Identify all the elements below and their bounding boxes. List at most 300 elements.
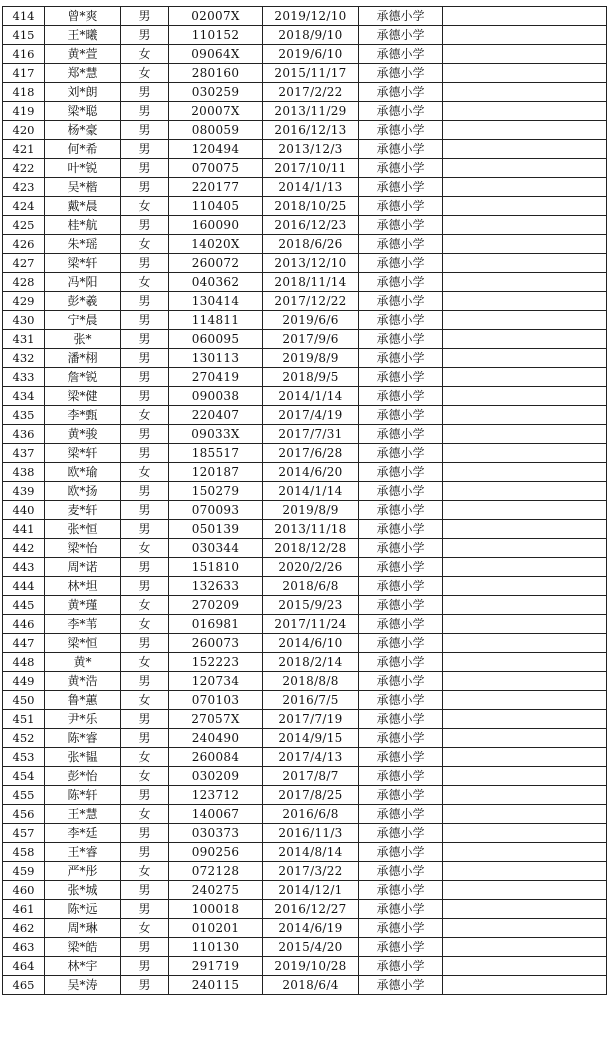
school-name-cell: 承德小学 xyxy=(359,102,443,121)
school-name-cell: 承德小学 xyxy=(359,767,443,786)
table-row xyxy=(3,539,607,558)
registration-date-cell: 2014/8/14 xyxy=(263,843,359,862)
empty-cell xyxy=(443,653,607,672)
id-suffix-cell: 114811 xyxy=(169,311,263,330)
student-name-cell: 周*诺 xyxy=(45,558,121,577)
student-name-cell: 王*睿 xyxy=(45,843,121,862)
school-name-cell: 承德小学 xyxy=(359,501,443,520)
student-name-cell: 陈*睿 xyxy=(45,729,121,748)
gender-cell: 男 xyxy=(121,292,169,311)
gender-cell: 女 xyxy=(121,273,169,292)
id-suffix-cell: 280160 xyxy=(169,64,263,83)
registration-date-cell: 2014/6/10 xyxy=(263,634,359,653)
empty-cell xyxy=(443,634,607,653)
school-name-cell: 承德小学 xyxy=(359,26,443,45)
school-name-cell: 承德小学 xyxy=(359,140,443,159)
gender-cell: 男 xyxy=(121,83,169,102)
gender-cell: 男 xyxy=(121,577,169,596)
table-row xyxy=(3,387,607,406)
student-name-cell: 吴*涛 xyxy=(45,976,121,995)
gender-cell: 男 xyxy=(121,786,169,805)
school-name-cell: 承德小学 xyxy=(359,634,443,653)
empty-cell xyxy=(443,520,607,539)
id-suffix-cell: 030259 xyxy=(169,83,263,102)
gender-cell: 男 xyxy=(121,26,169,45)
student-name-cell: 林*宇 xyxy=(45,957,121,976)
school-name-cell: 承德小学 xyxy=(359,881,443,900)
id-suffix-cell: 270209 xyxy=(169,596,263,615)
student-name-cell: 周*琳 xyxy=(45,919,121,938)
empty-cell xyxy=(443,501,607,520)
empty-cell xyxy=(443,938,607,957)
empty-cell xyxy=(443,596,607,615)
gender-cell: 女 xyxy=(121,691,169,710)
id-suffix-cell: 010201 xyxy=(169,919,263,938)
id-suffix-cell: 220407 xyxy=(169,406,263,425)
student-name-cell: 朱*瑶 xyxy=(45,235,121,254)
student-name-cell: 欧*瑜 xyxy=(45,463,121,482)
id-suffix-cell: 260073 xyxy=(169,634,263,653)
student-name-cell: 陈*远 xyxy=(45,900,121,919)
id-suffix-cell: 240490 xyxy=(169,729,263,748)
student-name-cell: 鲁*蕙 xyxy=(45,691,121,710)
table-row xyxy=(3,729,607,748)
registration-date-cell: 2020/2/26 xyxy=(263,558,359,577)
gender-cell: 女 xyxy=(121,596,169,615)
table-row xyxy=(3,786,607,805)
row-number-cell: 450 xyxy=(3,691,45,710)
school-name-cell: 承德小学 xyxy=(359,406,443,425)
row-number-cell: 436 xyxy=(3,425,45,444)
table-row xyxy=(3,672,607,691)
gender-cell: 女 xyxy=(121,862,169,881)
student-name-cell: 叶*锐 xyxy=(45,159,121,178)
gender-cell: 男 xyxy=(121,330,169,349)
id-suffix-cell: 016981 xyxy=(169,615,263,634)
registration-date-cell: 2017/9/6 xyxy=(263,330,359,349)
row-number-cell: 447 xyxy=(3,634,45,653)
school-name-cell: 承德小学 xyxy=(359,577,443,596)
row-number-cell: 439 xyxy=(3,482,45,501)
registration-date-cell: 2017/6/28 xyxy=(263,444,359,463)
registration-date-cell: 2014/6/19 xyxy=(263,919,359,938)
id-suffix-cell: 152223 xyxy=(169,653,263,672)
id-suffix-cell: 090038 xyxy=(169,387,263,406)
registration-date-cell: 2014/6/20 xyxy=(263,463,359,482)
school-name-cell: 承德小学 xyxy=(359,558,443,577)
empty-cell xyxy=(443,83,607,102)
student-name-cell: 何*希 xyxy=(45,140,121,159)
table-row xyxy=(3,7,607,26)
gender-cell: 女 xyxy=(121,767,169,786)
student-name-cell: 黄*骏 xyxy=(45,425,121,444)
school-name-cell: 承德小学 xyxy=(359,862,443,881)
id-suffix-cell: 220177 xyxy=(169,178,263,197)
row-number-cell: 433 xyxy=(3,368,45,387)
table-row xyxy=(3,64,607,83)
student-name-cell: 张* xyxy=(45,330,121,349)
school-name-cell: 承德小学 xyxy=(359,235,443,254)
table-row xyxy=(3,482,607,501)
id-suffix-cell: 030373 xyxy=(169,824,263,843)
empty-cell xyxy=(443,45,607,64)
id-suffix-cell: 120734 xyxy=(169,672,263,691)
row-number-cell: 432 xyxy=(3,349,45,368)
school-name-cell: 承德小学 xyxy=(359,748,443,767)
gender-cell: 男 xyxy=(121,7,169,26)
registration-date-cell: 2017/8/7 xyxy=(263,767,359,786)
row-number-cell: 465 xyxy=(3,976,45,995)
id-suffix-cell: 040362 xyxy=(169,273,263,292)
student-name-cell: 张*韫 xyxy=(45,748,121,767)
row-number-cell: 437 xyxy=(3,444,45,463)
gender-cell: 男 xyxy=(121,425,169,444)
school-name-cell: 承德小学 xyxy=(359,729,443,748)
school-name-cell: 承德小学 xyxy=(359,349,443,368)
gender-cell: 女 xyxy=(121,235,169,254)
table-row xyxy=(3,349,607,368)
row-number-cell: 418 xyxy=(3,83,45,102)
gender-cell: 男 xyxy=(121,216,169,235)
student-name-cell: 林*坦 xyxy=(45,577,121,596)
student-name-cell: 彭*羲 xyxy=(45,292,121,311)
row-number-cell: 464 xyxy=(3,957,45,976)
registration-date-cell: 2015/11/17 xyxy=(263,64,359,83)
gender-cell: 男 xyxy=(121,672,169,691)
registration-date-cell: 2014/9/15 xyxy=(263,729,359,748)
empty-cell xyxy=(443,900,607,919)
table-row xyxy=(3,159,607,178)
registration-date-cell: 2019/8/9 xyxy=(263,501,359,520)
table-row xyxy=(3,444,607,463)
registration-date-cell: 2017/2/22 xyxy=(263,83,359,102)
school-name-cell: 承德小学 xyxy=(359,463,443,482)
row-number-cell: 463 xyxy=(3,938,45,957)
gender-cell: 女 xyxy=(121,919,169,938)
school-name-cell: 承德小学 xyxy=(359,83,443,102)
table-row xyxy=(3,957,607,976)
empty-cell xyxy=(443,786,607,805)
registration-date-cell: 2016/11/3 xyxy=(263,824,359,843)
gender-cell: 男 xyxy=(121,254,169,273)
school-name-cell: 承德小学 xyxy=(359,178,443,197)
row-number-cell: 459 xyxy=(3,862,45,881)
student-name-cell: 王*慧 xyxy=(45,805,121,824)
school-name-cell: 承德小学 xyxy=(359,539,443,558)
student-name-cell: 王*曦 xyxy=(45,26,121,45)
gender-cell: 男 xyxy=(121,501,169,520)
school-name-cell: 承德小学 xyxy=(359,7,443,26)
gender-cell: 男 xyxy=(121,634,169,653)
registration-date-cell: 2015/9/23 xyxy=(263,596,359,615)
empty-cell xyxy=(443,425,607,444)
empty-cell xyxy=(443,216,607,235)
empty-cell xyxy=(443,140,607,159)
school-name-cell: 承德小学 xyxy=(359,672,443,691)
registration-date-cell: 2018/12/28 xyxy=(263,539,359,558)
gender-cell: 女 xyxy=(121,653,169,672)
table-row xyxy=(3,634,607,653)
student-name-cell: 李*苇 xyxy=(45,615,121,634)
id-suffix-cell: 123712 xyxy=(169,786,263,805)
student-name-cell: 尹*乐 xyxy=(45,710,121,729)
empty-cell xyxy=(443,102,607,121)
id-suffix-cell: 060095 xyxy=(169,330,263,349)
id-suffix-cell: 050139 xyxy=(169,520,263,539)
empty-cell xyxy=(443,7,607,26)
registration-date-cell: 2016/7/5 xyxy=(263,691,359,710)
row-number-cell: 452 xyxy=(3,729,45,748)
id-suffix-cell: 09064X xyxy=(169,45,263,64)
gender-cell: 男 xyxy=(121,444,169,463)
row-number-cell: 449 xyxy=(3,672,45,691)
empty-cell xyxy=(443,292,607,311)
student-name-cell: 宁*晨 xyxy=(45,311,121,330)
school-name-cell: 承德小学 xyxy=(359,691,443,710)
table-row xyxy=(3,805,607,824)
gender-cell: 男 xyxy=(121,824,169,843)
registration-date-cell: 2018/6/8 xyxy=(263,577,359,596)
empty-cell xyxy=(443,824,607,843)
table-row xyxy=(3,83,607,102)
row-number-cell: 414 xyxy=(3,7,45,26)
empty-cell xyxy=(443,615,607,634)
registration-date-cell: 2019/6/10 xyxy=(263,45,359,64)
student-name-cell: 李*甄 xyxy=(45,406,121,425)
table-row xyxy=(3,292,607,311)
school-name-cell: 承德小学 xyxy=(359,843,443,862)
gender-cell: 女 xyxy=(121,748,169,767)
table-row xyxy=(3,45,607,64)
table-row xyxy=(3,691,607,710)
row-number-cell: 461 xyxy=(3,900,45,919)
id-suffix-cell: 20007X xyxy=(169,102,263,121)
registration-date-cell: 2018/6/26 xyxy=(263,235,359,254)
row-number-cell: 457 xyxy=(3,824,45,843)
row-number-cell: 415 xyxy=(3,26,45,45)
row-number-cell: 441 xyxy=(3,520,45,539)
gender-cell: 男 xyxy=(121,976,169,995)
student-name-cell: 吴*楷 xyxy=(45,178,121,197)
empty-cell xyxy=(443,767,607,786)
student-name-cell: 黄*萱 xyxy=(45,45,121,64)
table-row xyxy=(3,919,607,938)
empty-cell xyxy=(443,805,607,824)
table-row xyxy=(3,748,607,767)
registration-date-cell: 2017/11/24 xyxy=(263,615,359,634)
row-number-cell: 419 xyxy=(3,102,45,121)
school-name-cell: 承德小学 xyxy=(359,805,443,824)
table-row xyxy=(3,577,607,596)
empty-cell xyxy=(443,26,607,45)
student-name-cell: 欧*扬 xyxy=(45,482,121,501)
id-suffix-cell: 02007X xyxy=(169,7,263,26)
registration-date-cell: 2017/7/31 xyxy=(263,425,359,444)
id-suffix-cell: 110130 xyxy=(169,938,263,957)
table-row xyxy=(3,615,607,634)
row-number-cell: 455 xyxy=(3,786,45,805)
school-name-cell: 承德小学 xyxy=(359,786,443,805)
id-suffix-cell: 150279 xyxy=(169,482,263,501)
gender-cell: 男 xyxy=(121,121,169,140)
student-name-cell: 梁*恒 xyxy=(45,634,121,653)
registration-date-cell: 2015/4/20 xyxy=(263,938,359,957)
registration-date-cell: 2018/2/14 xyxy=(263,653,359,672)
gender-cell: 男 xyxy=(121,520,169,539)
id-suffix-cell: 260072 xyxy=(169,254,263,273)
id-suffix-cell: 130414 xyxy=(169,292,263,311)
gender-cell: 男 xyxy=(121,349,169,368)
school-name-cell: 承德小学 xyxy=(359,596,443,615)
id-suffix-cell: 030344 xyxy=(169,539,263,558)
student-name-cell: 刘*朗 xyxy=(45,83,121,102)
row-number-cell: 426 xyxy=(3,235,45,254)
row-number-cell: 422 xyxy=(3,159,45,178)
registration-date-cell: 2018/8/8 xyxy=(263,672,359,691)
row-number-cell: 444 xyxy=(3,577,45,596)
school-name-cell: 承德小学 xyxy=(359,368,443,387)
row-number-cell: 416 xyxy=(3,45,45,64)
table-row xyxy=(3,368,607,387)
id-suffix-cell: 120494 xyxy=(169,140,263,159)
student-name-cell: 梁*皓 xyxy=(45,938,121,957)
gender-cell: 男 xyxy=(121,387,169,406)
id-suffix-cell: 070075 xyxy=(169,159,263,178)
row-number-cell: 448 xyxy=(3,653,45,672)
gender-cell: 女 xyxy=(121,197,169,216)
gender-cell: 男 xyxy=(121,311,169,330)
student-name-cell: 潘*栩 xyxy=(45,349,121,368)
registration-date-cell: 2017/4/13 xyxy=(263,748,359,767)
gender-cell: 男 xyxy=(121,900,169,919)
school-name-cell: 承德小学 xyxy=(359,121,443,140)
student-name-cell: 陈*轩 xyxy=(45,786,121,805)
gender-cell: 女 xyxy=(121,64,169,83)
id-suffix-cell: 240115 xyxy=(169,976,263,995)
school-name-cell: 承德小学 xyxy=(359,482,443,501)
registration-date-cell: 2018/9/5 xyxy=(263,368,359,387)
registration-date-cell: 2014/12/1 xyxy=(263,881,359,900)
row-number-cell: 423 xyxy=(3,178,45,197)
row-number-cell: 454 xyxy=(3,767,45,786)
table-row xyxy=(3,254,607,273)
row-number-cell: 429 xyxy=(3,292,45,311)
gender-cell: 男 xyxy=(121,957,169,976)
row-number-cell: 442 xyxy=(3,539,45,558)
registration-date-cell: 2013/12/10 xyxy=(263,254,359,273)
id-suffix-cell: 080059 xyxy=(169,121,263,140)
row-number-cell: 434 xyxy=(3,387,45,406)
empty-cell xyxy=(443,862,607,881)
gender-cell: 女 xyxy=(121,406,169,425)
gender-cell: 男 xyxy=(121,558,169,577)
student-name-cell: 李*廷 xyxy=(45,824,121,843)
gender-cell: 男 xyxy=(121,843,169,862)
id-suffix-cell: 090256 xyxy=(169,843,263,862)
table-row xyxy=(3,501,607,520)
gender-cell: 女 xyxy=(121,45,169,64)
school-name-cell: 承德小学 xyxy=(359,615,443,634)
empty-cell xyxy=(443,463,607,482)
registration-date-cell: 2018/10/25 xyxy=(263,197,359,216)
registration-date-cell: 2014/1/14 xyxy=(263,482,359,501)
gender-cell: 男 xyxy=(121,102,169,121)
empty-cell xyxy=(443,368,607,387)
gender-cell: 男 xyxy=(121,178,169,197)
gender-cell: 男 xyxy=(121,368,169,387)
empty-cell xyxy=(443,558,607,577)
row-number-cell: 443 xyxy=(3,558,45,577)
empty-cell xyxy=(443,672,607,691)
registration-date-cell: 2019/12/10 xyxy=(263,7,359,26)
gender-cell: 女 xyxy=(121,539,169,558)
student-name-cell: 黄*瑾 xyxy=(45,596,121,615)
school-name-cell: 承德小学 xyxy=(359,197,443,216)
row-number-cell: 438 xyxy=(3,463,45,482)
school-name-cell: 承德小学 xyxy=(359,387,443,406)
id-suffix-cell: 110152 xyxy=(169,26,263,45)
student-name-cell: 郑*慧 xyxy=(45,64,121,83)
row-number-cell: 458 xyxy=(3,843,45,862)
table-row xyxy=(3,767,607,786)
empty-cell xyxy=(443,691,607,710)
registration-date-cell: 2014/1/13 xyxy=(263,178,359,197)
school-name-cell: 承德小学 xyxy=(359,425,443,444)
table-row xyxy=(3,710,607,729)
table-row xyxy=(3,976,607,995)
id-suffix-cell: 100018 xyxy=(169,900,263,919)
table-row xyxy=(3,520,607,539)
registration-date-cell: 2017/12/22 xyxy=(263,292,359,311)
gender-cell: 女 xyxy=(121,615,169,634)
school-name-cell: 承德小学 xyxy=(359,64,443,83)
empty-cell xyxy=(443,273,607,292)
student-name-cell: 桂*航 xyxy=(45,216,121,235)
student-name-cell: 彭*怡 xyxy=(45,767,121,786)
table-row xyxy=(3,26,607,45)
empty-cell xyxy=(443,710,607,729)
empty-cell xyxy=(443,919,607,938)
school-name-cell: 承德小学 xyxy=(359,311,443,330)
school-name-cell: 承德小学 xyxy=(359,900,443,919)
empty-cell xyxy=(443,539,607,558)
student-name-cell: 麦*轩 xyxy=(45,501,121,520)
table-row xyxy=(3,273,607,292)
empty-cell xyxy=(443,64,607,83)
student-name-cell: 张*城 xyxy=(45,881,121,900)
table-row xyxy=(3,425,607,444)
registration-date-cell: 2013/11/29 xyxy=(263,102,359,121)
row-number-cell: 428 xyxy=(3,273,45,292)
registration-date-cell: 2017/7/19 xyxy=(263,710,359,729)
student-name-cell: 梁*轩 xyxy=(45,444,121,463)
id-suffix-cell: 110405 xyxy=(169,197,263,216)
empty-cell xyxy=(443,444,607,463)
empty-cell xyxy=(443,349,607,368)
table-row xyxy=(3,938,607,957)
id-suffix-cell: 151810 xyxy=(169,558,263,577)
id-suffix-cell: 14020X xyxy=(169,235,263,254)
student-name-cell: 戴*晨 xyxy=(45,197,121,216)
id-suffix-cell: 072128 xyxy=(169,862,263,881)
student-name-cell: 黄* xyxy=(45,653,121,672)
table-row xyxy=(3,330,607,349)
id-suffix-cell: 160090 xyxy=(169,216,263,235)
table-row xyxy=(3,178,607,197)
school-name-cell: 承德小学 xyxy=(359,938,443,957)
row-number-cell: 421 xyxy=(3,140,45,159)
id-suffix-cell: 120187 xyxy=(169,463,263,482)
